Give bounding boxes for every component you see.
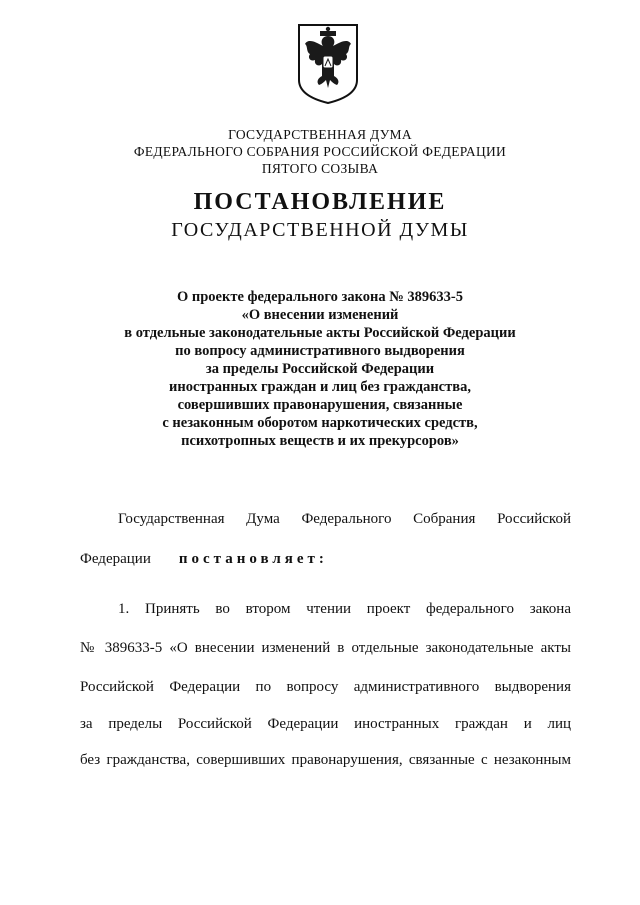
title-line: с незаконным оборотом наркотических средств, [162, 415, 478, 431]
point-1-line: 1. Принять во втором чтении проект федерального закона [118, 601, 571, 617]
title-line: «О внесении изменений [241, 307, 399, 323]
header-line-3: ПЯТОГО СОЗЫВА [261, 161, 379, 176]
header-line-2: ФЕДЕРАЛЬНОГО СОБРАНИЯ РОССИЙСКОЙ ФЕДЕРАЦИИ [133, 144, 507, 159]
title-line: в отдельные законодательные акты Российской Федерации [124, 325, 516, 341]
title-line: иностранных граждан и лиц без гражданства, [169, 379, 471, 395]
title-line: за пределы Российской Федерации [205, 361, 435, 377]
point-1-line: за пределы Российской Федерации иностранных граждан и лиц [80, 716, 571, 732]
title-line: по вопросу административного выдворения [175, 343, 465, 359]
point-1-line: № 389633-5 «О внесении изменений в отдельные законодательные акты [80, 640, 571, 656]
header-line-1: ГОСУДАРСТВЕННАЯ ДУМА [228, 127, 412, 142]
document-subtitle: ГОСУДАРСТВЕННОЙ ДУМЫ [171, 219, 469, 241]
title-line: О проекте федерального закона № 389633-5 [176, 289, 464, 305]
coat-of-arms-icon [296, 22, 360, 106]
preamble-line-2 [80, 550, 571, 568]
title-line: совершивших правонарушения, связанные [177, 397, 463, 413]
document-type: ПОСТАНОВЛЕНИЕ [193, 189, 447, 215]
preamble-federation: Федерации [80, 551, 151, 567]
title-line: психотропных веществ и их прекурсоров» [181, 433, 459, 449]
point-1-line: Российской Федерации по вопросу административного выдворения [80, 679, 571, 695]
decree-word: постановляет: [178, 551, 328, 567]
preamble-line-1: Государственная Дума Федерального Собрания Российской [118, 511, 571, 527]
point-1-line: без гражданства, совершивших правонарушения, связанные с незаконным [80, 752, 571, 768]
